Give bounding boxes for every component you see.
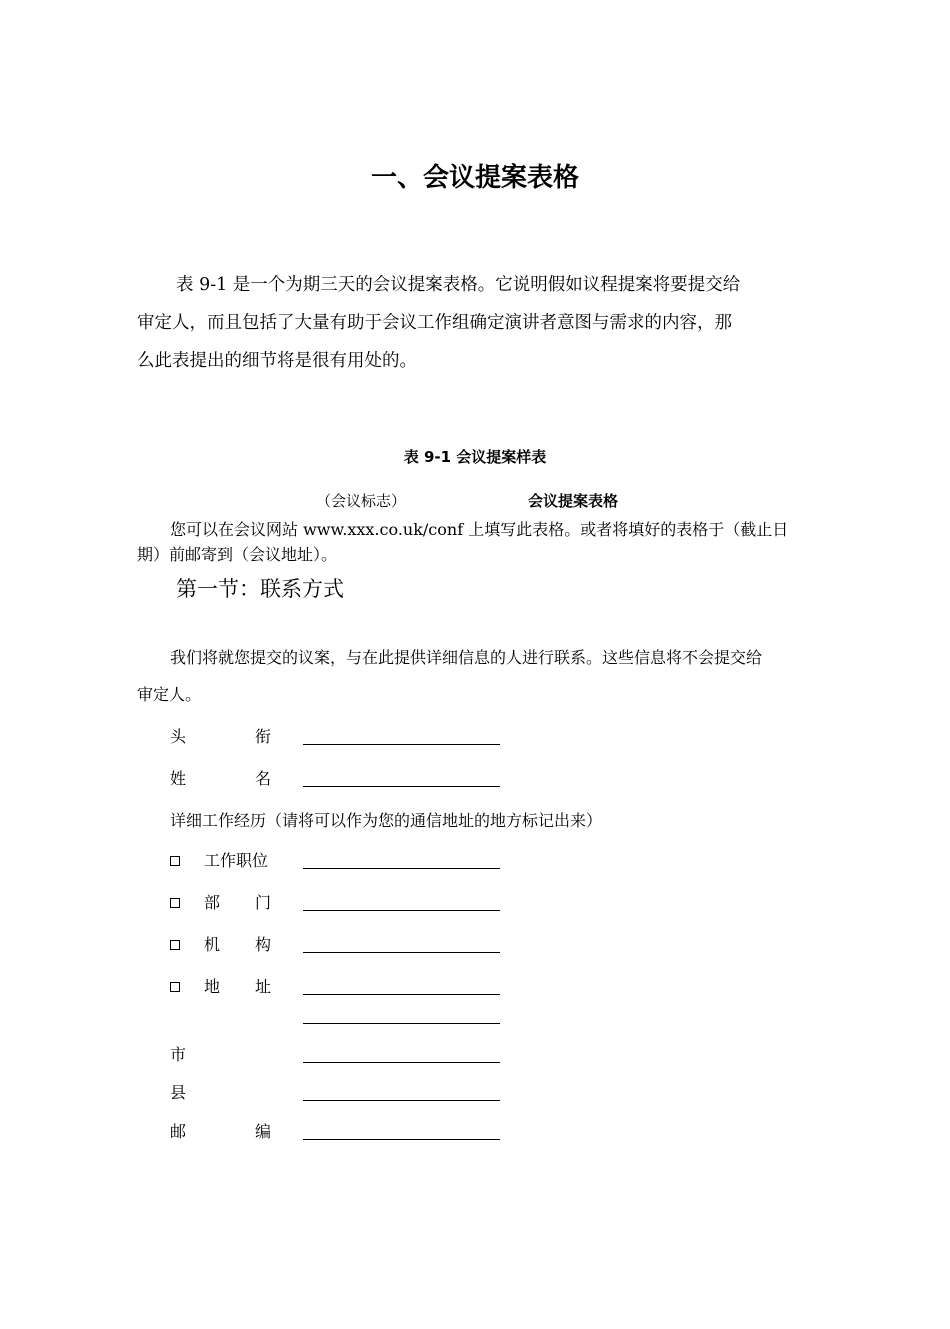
title-input-line[interactable] [303, 744, 500, 745]
form-title: 会议提案表格 [528, 492, 619, 510]
department-label-char-1: 部 [204, 893, 221, 912]
name-label-char-1: 姓 [170, 769, 187, 788]
page-title: 一、会议提案表格 [370, 163, 579, 193]
address-label-char-1: 地 [204, 977, 221, 996]
city-input-line[interactable] [303, 1062, 500, 1063]
job-title-input-line[interactable] [303, 868, 500, 869]
section-heading: 第一节：联系方式 [176, 577, 344, 601]
organization-input-line[interactable] [303, 952, 500, 953]
title-label-char-2: 衔 [255, 727, 272, 746]
table-caption: 表 9-1 会议提案样表 [403, 448, 547, 466]
address-input-line-2[interactable] [303, 1023, 500, 1024]
checkbox-icon[interactable] [170, 982, 180, 992]
name-input-line[interactable] [303, 786, 500, 787]
title-label-char-1: 头 [170, 727, 187, 746]
address-label-char-2: 址 [255, 977, 272, 996]
intro-line-1: 表 9-1 是一个为期三天的会议提案表格。它说明假如议程提案将要提交给 [176, 275, 741, 295]
organization-label-char-2: 构 [255, 935, 272, 954]
department-label-char-2: 门 [255, 893, 272, 912]
county-input-line[interactable] [303, 1100, 500, 1101]
section-desc-line-2: 审定人。 [137, 685, 202, 704]
name-label-char-2: 名 [255, 769, 272, 788]
job-title-label: 工作职位 [204, 851, 269, 870]
county-label: 县 [170, 1083, 187, 1102]
city-label: 市 [170, 1045, 187, 1064]
work-details-note: 详细工作经历（请将可以作为您的通信地址的地方标记出来） [170, 811, 603, 830]
logo-placeholder: （会议标志） [316, 492, 407, 510]
checkbox-icon[interactable] [170, 856, 180, 866]
instruction-line-1: 您可以在会议网站 www.xxx.co.uk/conf 上填写此表格。或者将填好的表格于（截止日 [170, 520, 789, 539]
postcode-label-char-2: 编 [255, 1122, 272, 1141]
checkbox-icon[interactable] [170, 898, 180, 908]
organization-label-char-1: 机 [204, 935, 221, 954]
checkbox-icon[interactable] [170, 940, 180, 950]
intro-line-2: 审定人，而且包括了大量有助于会议工作组确定演讲者意图与需求的内容，那 [137, 313, 732, 333]
section-desc-line-1: 我们将就您提交的议案，与在此提供详细信息的人进行联系。这些信息将不会提交给 [170, 648, 763, 667]
postcode-input-line[interactable] [303, 1139, 500, 1140]
postcode-label-char-1: 邮 [170, 1122, 187, 1141]
department-input-line[interactable] [303, 910, 500, 911]
address-input-line-1[interactable] [303, 994, 500, 995]
intro-line-3: 么此表提出的细节将是很有用处的。 [137, 351, 417, 371]
instruction-line-2: 期）前邮寄到（会议地址）。 [137, 545, 338, 564]
